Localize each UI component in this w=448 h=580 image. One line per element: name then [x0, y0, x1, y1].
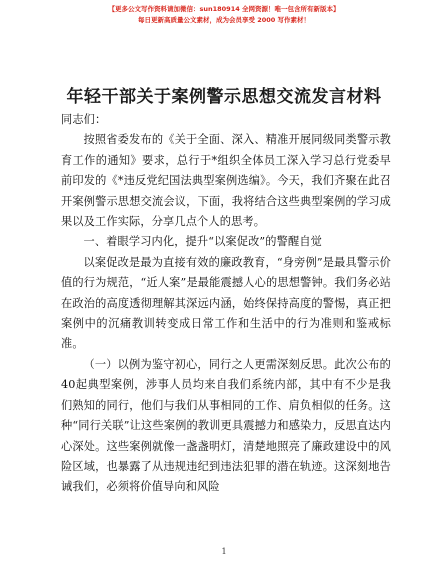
paragraph: 以案促改是最为直接有效的廉政教育，“身旁例”是最具警示价值的行为规范，“近人案”是最能震撼人心的思想警钟。我们务必站在政治的高度透彻理解其深远内涵，始终保持高度的警惕，真正把案例中的沉痛教训转变成日常工作和生活中的行为准则和鉴戒标准。	[61, 255, 391, 351]
document-body	[61, 110, 391, 498]
section-heading: 一、着眼学习内化，提升“以案促改”的警醒自觉	[83, 235, 322, 249]
promo-banner	[0, 4, 448, 26]
page-number: 1	[221, 547, 227, 556]
salutation: 同志们：	[61, 113, 107, 126]
promo-banner-line-1: 【更多公文写作资料请加微信：sun180914 全网资源！唯一包含所有新版本】	[108, 5, 340, 13]
document-title: 年轻干部关于案例警示思想交流发言材料	[66, 87, 382, 107]
paragraph: 按照省委发布的《关于全面、深入、精准开展同级同类警示教育工作的通知》要求，总行于*组织全体员工深入学习总行党委早前印发的《*违反党纪国法典型案例选编》。今天，我们齐聚在此召开案例警示思想交流会议，下面，我将结合这些典型案例的学习成果以及工作实际，分享几点个人的思考。	[61, 133, 391, 229]
paragraph: （一）以例为鉴守初心，同行之人更需深刻反思。此次公布的40起典型案例，涉事人员均来自我们系统内部，其中有不少是我们熟知的同行，他们与我们从事相同的工作、肩负相似的任务。这种“同行关联”让这些案例的教训更具震撼力和感染力，反思直达内心深处。这些案例就像一盏盏明灯，清楚地照亮了廉政建设中的风险区域，也暴露了从违规违纪到违法犯罪的潜在轨迹。这深刻地告诫我们，必须将价值导向和风险	[61, 357, 391, 494]
promo-banner-line-2: 每日更新高质量公文素材，成为会员享受 2000 写作素材！	[137, 16, 311, 24]
